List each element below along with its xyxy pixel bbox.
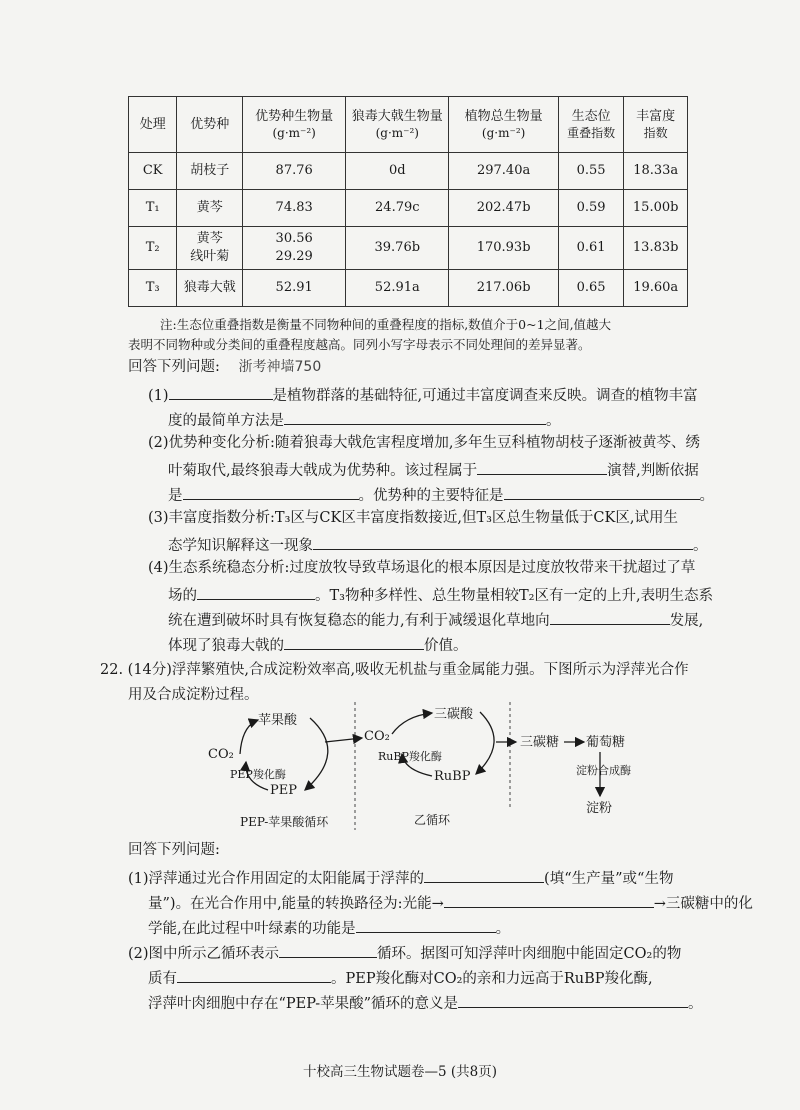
header-unit: (g·m⁻²) <box>375 126 419 141</box>
header-spurge-biomass <box>346 97 449 153</box>
q21-part3-line1: (3)丰富度指数分析:T₃区与CK区丰富度指数接近,但T₃区总生物量低于CK区,试用生 <box>148 510 678 526</box>
header-overlap <box>558 97 624 153</box>
cell-treatment: T₁ <box>129 190 177 227</box>
photosynthesis-diagram <box>180 698 680 838</box>
answer-blank[interactable] <box>183 483 359 500</box>
cell-spurge-biomass: 0d <box>346 153 449 190</box>
triose-to-rubp-arrow <box>476 712 494 774</box>
cell-overlap: 0.61 <box>558 227 624 270</box>
glucose-label: 葡萄糖 <box>586 735 626 750</box>
cell-treatment: T₂ <box>129 227 177 270</box>
header-total-biomass <box>449 97 558 153</box>
cell-spurge-biomass: 52.91a <box>346 270 449 307</box>
answer-blank[interactable] <box>458 991 688 1008</box>
cell-overlap: 0.55 <box>558 153 624 190</box>
q-text: (1)浮萍通过光合作用固定的太阳能属于浮萍的 <box>128 871 425 887</box>
cell-species: 胡枝子 <box>177 153 243 190</box>
cell-total-biomass: 170.93b <box>449 227 558 270</box>
q22-stem-line2: 用及合成淀粉过程。 <box>128 687 259 703</box>
answer-blank[interactable] <box>197 583 315 600</box>
rubp-label: RuBP <box>434 769 471 784</box>
answer-prompt-text: 回答下列问题: <box>128 359 220 375</box>
q22-part2-line2 <box>148 966 653 989</box>
q21-part4-line4 <box>168 633 468 656</box>
page-footer: 十校高三生物试题卷—5 (共8页) <box>302 1064 497 1080</box>
q-text: 浮萍叶肉细胞中存在“PEP-苹果酸”循环的意义是 <box>148 996 459 1012</box>
q-text: 是植物群落的基础特征,可通过丰富度调查来反映。调查的植物丰富 <box>272 388 698 404</box>
q21-part2-line1: (2)优势种变化分析:随着狼毒大戟危害程度增加,多年生豆科植物胡枝子逐渐被黄芩、绣 <box>148 435 701 451</box>
table-row <box>129 190 688 227</box>
q-text: 。 <box>699 488 714 504</box>
answer-blank[interactable] <box>477 458 607 475</box>
table-note-line: 表明不同物种或分类间的重叠程度越高。同列小写字母表示不同处理间的差异显著。 <box>128 337 591 352</box>
cell-total-biomass: 202.47b <box>449 190 558 227</box>
q-text: 。T₃物种多样性、总生物量相较T₂区有一定的上升,表明生态系 <box>315 588 714 604</box>
triose-sugar-label: 三碳糖 <box>520 735 560 750</box>
header-unit: 指数 <box>643 126 668 141</box>
answer-blank[interactable] <box>169 383 273 400</box>
q-num: (1) <box>148 388 169 404</box>
q21-part3-line2 <box>168 533 708 556</box>
cell-species <box>177 227 243 270</box>
q-text: 体现了狼毒大戟的 <box>168 638 284 654</box>
answer-blank[interactable] <box>504 483 700 500</box>
q-text: 态学知识解释这一现象 <box>168 538 313 554</box>
q21-part1-line1 <box>148 383 698 406</box>
data-table <box>128 96 688 307</box>
q-text: (2)图中所示乙循环表示 <box>128 946 280 962</box>
q-text: 量”)。在光合作用中,能量的转换路径为:光能→ <box>148 896 444 912</box>
cell-spurge-biomass: 24.79c <box>346 190 449 227</box>
table-row <box>129 153 688 190</box>
co2-to-malate-arrow <box>240 720 258 754</box>
q22-part2-line3 <box>148 991 703 1014</box>
q22-part1-line2 <box>148 891 753 914</box>
cycle1-label: PEP-苹果酸循环 <box>240 815 329 829</box>
q-text: 场的 <box>168 588 197 604</box>
q21-part1-line2 <box>168 408 561 431</box>
header-dominant-biomass <box>243 97 346 153</box>
cell-richness: 18.33a <box>624 153 688 190</box>
answer-prompt <box>128 357 321 377</box>
biomass-line: 30.56 <box>275 231 313 247</box>
q22-stem-line1: 22. (14分)浮萍繁殖快,合成淀粉效率高,吸收无机盐与重金属能力强。下图所示为浮萍光合作 <box>100 662 689 678</box>
cell-dominant-biomass <box>243 227 346 270</box>
pep-enzyme-label: PEP羧化酶 <box>230 768 286 781</box>
cell-dominant-biomass: 87.76 <box>243 153 346 190</box>
q-text: 。 <box>546 413 561 429</box>
answer-blank[interactable] <box>424 866 544 883</box>
watermark: 浙考神墙750 <box>238 359 322 375</box>
header-text: 处理 <box>139 116 166 132</box>
q22-part2-line1 <box>128 941 681 964</box>
q21-part4-line3 <box>168 608 703 631</box>
q21-part4-line1: (4)生态系统稳态分析:过度放牧导致草场退化的根本原因是过度放牧带来干扰超过了草 <box>148 560 696 576</box>
species-line: 线叶菊 <box>190 249 230 264</box>
table-row <box>129 227 688 270</box>
rubp-enzyme-label: RuBP羧化酶 <box>378 750 442 763</box>
table-note-line: 注:生态位重叠指数是衡量不同物种间的重叠程度的指标,数值介于0~1之间,值越大 <box>160 317 612 332</box>
cell-dominant-biomass: 52.91 <box>243 270 346 307</box>
q-text: 。PEP羧化酶对CO₂的亲和力远高于RuBP羧化酶, <box>331 971 653 987</box>
biomass-line: 29.29 <box>275 249 313 264</box>
q-text: 价值。 <box>424 638 468 654</box>
q-text: 发展, <box>669 613 704 629</box>
q-text: →三碳糖中的化 <box>653 896 753 912</box>
header-text: 优势种 <box>190 116 230 132</box>
q-text: 。优势种的主要特征是 <box>358 488 504 504</box>
q-text: 。 <box>495 921 511 937</box>
answer-blank[interactable] <box>177 966 331 983</box>
answer-blank[interactable] <box>356 916 496 933</box>
triose-acid-label: 三碳酸 <box>434 707 474 722</box>
header-richness <box>624 97 688 153</box>
header-text: 狼毒大戟生物量 <box>351 108 443 124</box>
q22-part1-line3 <box>148 916 510 939</box>
q21-part4-line2 <box>168 583 713 606</box>
q-text: 演替,判断依据 <box>607 463 699 479</box>
cycle2-label: 乙循环 <box>414 813 451 827</box>
cell-spurge-biomass: 39.76b <box>346 227 449 270</box>
q-text: 。 <box>693 538 708 554</box>
q-text: 。 <box>688 996 703 1012</box>
co2-to-triose-arrow <box>392 713 432 734</box>
q-text: 质有 <box>148 971 177 987</box>
malate-to-pep-arrow <box>305 718 328 790</box>
answer-blank[interactable] <box>279 941 377 958</box>
cell-richness: 15.00b <box>624 190 688 227</box>
cell-richness: 13.83b <box>624 227 688 270</box>
cell-overlap: 0.59 <box>558 190 624 227</box>
cell-species: 狼毒大戟 <box>177 270 243 307</box>
q22-part1-line1 <box>128 866 673 889</box>
q22-answer-prompt: 回答下列问题: <box>128 842 220 858</box>
header-unit: (g·m⁻²) <box>272 126 316 141</box>
cell-overlap: 0.65 <box>558 270 624 307</box>
header-unit: (g·m⁻²) <box>481 126 526 141</box>
cell-treatment: CK <box>129 153 177 190</box>
q-text: (填“生产量”或“生物 <box>544 871 674 887</box>
cell-total-biomass: 297.40a <box>449 153 558 190</box>
co2-left-label: CO₂ <box>208 747 234 762</box>
malate-label: 苹果酸 <box>258 713 298 728</box>
q-text: 是 <box>168 488 183 504</box>
answer-blank[interactable] <box>550 608 670 625</box>
answer-blank[interactable] <box>444 891 654 908</box>
answer-blank[interactable] <box>284 408 546 425</box>
cell-total-biomass: 217.06b <box>449 270 558 307</box>
header-treatment <box>129 97 177 153</box>
header-species <box>177 97 243 153</box>
header-text: 生态位 <box>571 108 611 124</box>
q-text: 统在遭到破坏时具有恢复稳态的能力,有利于减缓退化草地向 <box>168 613 550 629</box>
q21-part2-line3 <box>168 483 714 506</box>
answer-blank[interactable] <box>313 533 693 550</box>
header-unit: 重叠指数 <box>567 126 616 141</box>
q-text: 叶菊取代,最终狼毒大戟成为优势种。该过程属于 <box>168 463 478 479</box>
species-line: 黄芩 <box>196 231 223 247</box>
pep-label: PEP <box>270 783 297 798</box>
q21-part2-line2 <box>168 458 699 481</box>
header-text: 丰富度 <box>636 108 676 124</box>
starch-label: 淀粉 <box>586 801 613 816</box>
answer-blank[interactable] <box>284 633 424 650</box>
co2-mid-label: CO₂ <box>364 729 390 744</box>
cell-dominant-biomass: 74.83 <box>243 190 346 227</box>
table-header-row <box>129 97 688 153</box>
q-text: 循环。据图可知浮萍叶肉细胞中能固定CO₂的物 <box>377 946 682 962</box>
cell-species: 黄芩 <box>177 190 243 227</box>
header-text: 植物总生物量 <box>464 108 543 124</box>
table-row <box>129 270 688 307</box>
cell-richness: 19.60a <box>624 270 688 307</box>
malate-to-co2-arrow <box>325 738 362 742</box>
cell-treatment: T₃ <box>129 270 177 307</box>
q-text: 度的最简单方法是 <box>168 413 284 429</box>
starch-enzyme-label: 淀粉合成酶 <box>576 764 631 777</box>
q-text: 学能,在此过程中叶绿素的功能是 <box>148 921 356 937</box>
header-text: 优势种生物量 <box>255 108 334 124</box>
